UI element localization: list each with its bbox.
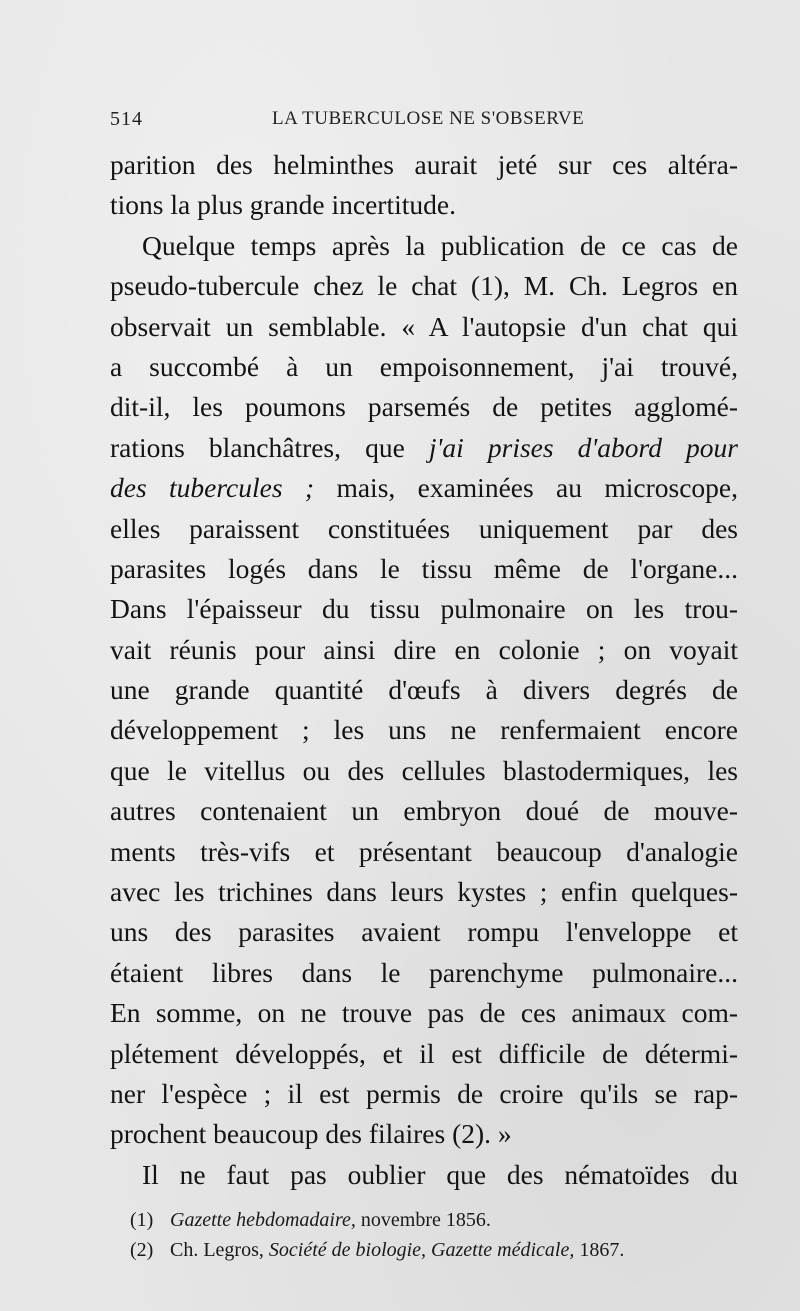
text-line: dit-il, les poumons parsemés de petites agglomé- bbox=[110, 391, 738, 423]
text-line: que le vitellus ou des cellules blastodermiques, les bbox=[110, 754, 738, 786]
text-segment: rations blanchâtres, que bbox=[110, 431, 405, 463]
text-line: ments très-vifs et présentant beaucoup d'analogie bbox=[110, 835, 738, 867]
footnote-italic: Société de biologie, Gazette médicale, bbox=[268, 1239, 575, 1261]
text-line: pseudo-tubercule chez le chat (1), M. Ch. Legros en bbox=[110, 270, 738, 302]
text-line: avec les trichines dans leurs kystes ; enfin quelques- bbox=[110, 876, 738, 908]
text-line: parasites logés dans le tissu même de l'organe... bbox=[110, 552, 738, 584]
footnote-text-before: Ch. Legros, bbox=[170, 1239, 269, 1261]
text-line: a succombé à un empoisonnement, j'ai trouvé, bbox=[110, 350, 738, 382]
text-line: observait un semblable. « A l'autopsie d'un chat qui bbox=[110, 310, 738, 342]
running-head-title: LA TUBERCULOSE NE S'OBSERVE bbox=[272, 108, 585, 129]
italic-segment: j'ai prises d'abord pour bbox=[428, 431, 738, 463]
footnote-1 bbox=[130, 1205, 740, 1235]
text-line: uns des parasites avaient rompu l'enveloppe et bbox=[110, 916, 738, 948]
footnote-text: novembre 1856. bbox=[355, 1209, 491, 1231]
text-segment: mais, examinées au microscope, bbox=[336, 472, 738, 504]
body-text bbox=[110, 145, 738, 1195]
text-line: Dans l'épaisseur du tissu pulmonaire on les trou- bbox=[110, 593, 738, 625]
text-line: En somme, on ne trouve pas de ces animaux com- bbox=[110, 997, 738, 1029]
text-line bbox=[110, 428, 738, 468]
text-line: ner l'espèce ; il est permis de croire qu'ils se rap- bbox=[110, 1077, 738, 1109]
footnote-text: 1867. bbox=[574, 1239, 625, 1261]
text-line: étaient libres dans le parenchyme pulmonaire... bbox=[110, 956, 738, 988]
text-line: tions la plus grande incertitude. bbox=[110, 189, 456, 221]
running-head bbox=[110, 104, 740, 144]
text-line: développement ; les uns ne renfermaient encore bbox=[110, 714, 738, 746]
text-line: une grande quantité d'œufs à divers degrés de bbox=[110, 674, 738, 706]
page-number: 514 bbox=[110, 108, 143, 130]
footnote-italic: Gazette hebdomadaire, bbox=[170, 1209, 356, 1231]
footnote-number: (2) bbox=[130, 1239, 154, 1261]
footnote-2 bbox=[130, 1235, 740, 1265]
text-line: elles paraissent constituées uniquement par des bbox=[110, 512, 738, 544]
text-line: autres contenaient un embryon doué de mouve- bbox=[110, 795, 738, 827]
text-line: plétement développés, et il est difficile de détermi- bbox=[110, 1037, 738, 1069]
text-line: prochent beaucoup des filaires (2). » bbox=[110, 1118, 512, 1150]
footnotes bbox=[130, 1205, 740, 1265]
text-line: Quelque temps après la publication de ce cas de bbox=[142, 229, 738, 261]
text-line: vait réunis pour ainsi dire en colonie ; on voyait bbox=[110, 633, 738, 665]
text-line bbox=[110, 468, 738, 508]
text-line: parition des helminthes aurait jeté sur ces altéra- bbox=[110, 149, 738, 180]
text-line: Il ne faut pas oublier que des nématoïdes du bbox=[142, 1158, 738, 1190]
footnote-number: (1) bbox=[130, 1209, 154, 1231]
italic-segment: des tubercules ; bbox=[110, 472, 315, 504]
